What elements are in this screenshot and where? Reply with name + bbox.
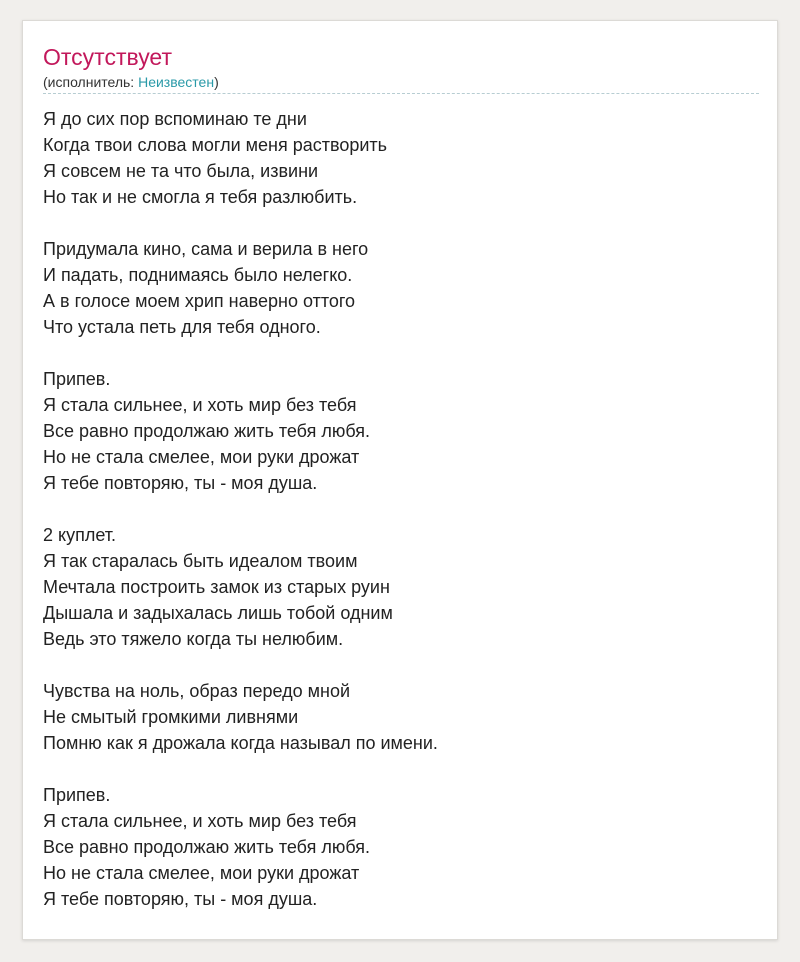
stanza-gap [43, 652, 759, 678]
lyrics-line: Помню как я дрожала когда называл по имени. [43, 733, 438, 753]
lyrics-line: Что устала петь для тебя одного. [43, 317, 321, 337]
lyrics-line: Припев. [43, 785, 111, 805]
lyrics-line: Но не стала смелее, мои руки дрожат [43, 863, 360, 883]
lyrics-line: Я совсем не та что была, извини [43, 161, 319, 181]
lyrics-line: Я стала сильнее, и хоть мир без тебя [43, 811, 357, 831]
lyrics-line: Я тебе повторяю, ты - моя душа. [43, 889, 318, 909]
lyrics-body [43, 106, 759, 912]
lyrics-line: Но не стала смелее, мои руки дрожат [43, 447, 360, 467]
artist-line [43, 73, 219, 91]
artist-link[interactable]: Неизвестен [138, 74, 215, 90]
lyrics-line: Все равно продолжаю жить тебя любя. [43, 421, 370, 441]
lyrics-line: Дышала и задыхалась лишь тобой одним [43, 603, 393, 623]
artist-prefix: (исполнитель: [43, 74, 139, 90]
lyrics-line: Все равно продолжаю жить тебя любя. [43, 837, 370, 857]
lyrics-line: Я стала сильнее, и хоть мир без тебя [43, 395, 357, 415]
lyrics-card [22, 20, 778, 940]
song-title: Отсутствует [43, 44, 172, 70]
stanza-gap [43, 496, 759, 522]
lyrics-line: А в голосе моем хрип наверно оттого [43, 291, 356, 311]
lyrics-line: Припев. [43, 369, 111, 389]
lyrics-line: Я до сих пор вспоминаю те дни [43, 109, 307, 129]
lyrics-line: Я тебе повторяю, ты - моя душа. [43, 473, 318, 493]
artist-suffix: ) [214, 74, 219, 90]
stanza-gap [43, 210, 759, 236]
dashed-divider [43, 93, 759, 94]
lyrics-line: Чувства на ноль, образ передо мной [43, 681, 351, 701]
lyrics-line: Когда твои слова могли меня растворить [43, 135, 388, 155]
lyrics-line: Мечтала построить замок из старых руин [43, 577, 390, 597]
lyrics-line: Но так и не смогла я тебя разлюбить. [43, 187, 358, 207]
lyrics-line: Не смытый громкими ливнями [43, 707, 299, 727]
lyrics-line: Придумала кино, сама и верила в него [43, 239, 369, 259]
lyrics-line: 2 куплет. [43, 525, 117, 545]
stanza-gap [43, 756, 759, 782]
lyrics-line: Я так старалась быть идеалом твоим [43, 551, 358, 571]
lyrics-line: Ведь это тяжело когда ты нелюбим. [43, 629, 344, 649]
lyrics-line: И падать, поднимаясь было нелегко. [43, 265, 353, 285]
stanza-gap [43, 340, 759, 366]
